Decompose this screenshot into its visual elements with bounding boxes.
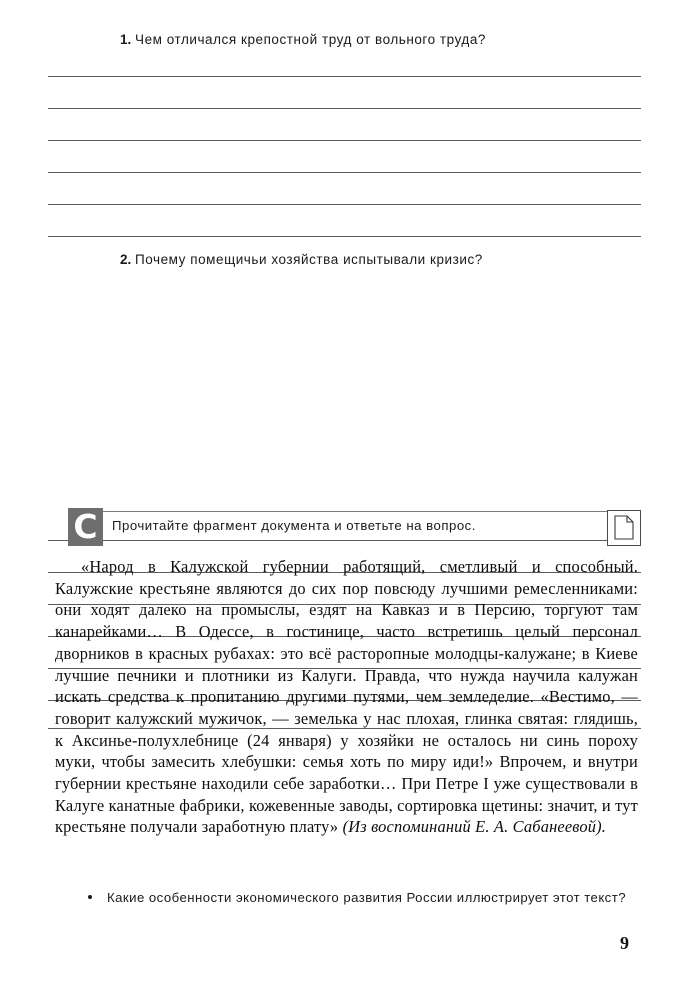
document-excerpt xyxy=(55,556,638,838)
answer-line[interactable] xyxy=(48,236,641,237)
follow-up-question xyxy=(88,888,641,908)
page-number: 9 xyxy=(620,933,629,953)
excerpt-source: (Из воспоминаний Е. А. Сабанеевой). xyxy=(342,817,607,837)
question-2-number: 2. xyxy=(120,252,136,267)
question-1-text: Чем отличался крепостной труд от вольного труда? xyxy=(135,32,486,47)
answer-line[interactable] xyxy=(48,76,641,77)
follow-up-question-text: Какие особенности экономического развития России иллюстрирует этот текст? xyxy=(107,890,627,905)
bullet-dot-icon xyxy=(88,895,92,899)
excerpt-body: «Народ в Калужской губернии работящий, сметливый и способный. Калужские крестьяне являются до сих пор повсюду лучшими ремесленниками: они ходят далеко на промыслы, ездят на Кавказ и в Персию, торгуют там канарейками… В Одессе, в гостинице, часто встретишь целый персонал дворников в красных рубахах: это всё расторопные молодцы-калужане; в Киеве лучшие печники и плотники из Калуги. Правда, что нужда научила калужан искать средства к пропитанию другими путями, чем земледелие. «Вестимо, — говорит калужский мужичок, — земелька у нас плохая, глинка святая: глядишь, к Аксинье-полухлебнице (24 января) у хозяйки не осталось ни синь пороху муки, чтобы замесить хлебушки: семья хоть по миру иди!» Впрочем, и внутри губернии крестьяне находили себе заработки… При Петре I уже существовали в Калуге канатные фабрики, кожевенные заводы, сортировка щетины: значит, и тут крестьяне получали заработную плату» xyxy=(55,557,638,837)
answer-line[interactable] xyxy=(48,108,641,109)
document-page-icon xyxy=(607,510,641,546)
answer-line[interactable] xyxy=(48,172,641,173)
answer-lines-question-1 xyxy=(0,0,689,240)
question-2-text: Почему помещичьи хозяйства испытывали кризис? xyxy=(135,252,483,267)
task-instruction: Прочитайте фрагмент документа и ответьте на вопрос. xyxy=(112,518,476,533)
answer-line[interactable] xyxy=(48,140,641,141)
answer-line[interactable] xyxy=(48,204,641,205)
document-task-banner xyxy=(68,508,641,548)
document-page-icon-glyph xyxy=(614,515,634,540)
banner-divider xyxy=(95,511,641,512)
task-marker-letter: C xyxy=(68,508,103,546)
question-1-number: 1. xyxy=(120,32,136,47)
